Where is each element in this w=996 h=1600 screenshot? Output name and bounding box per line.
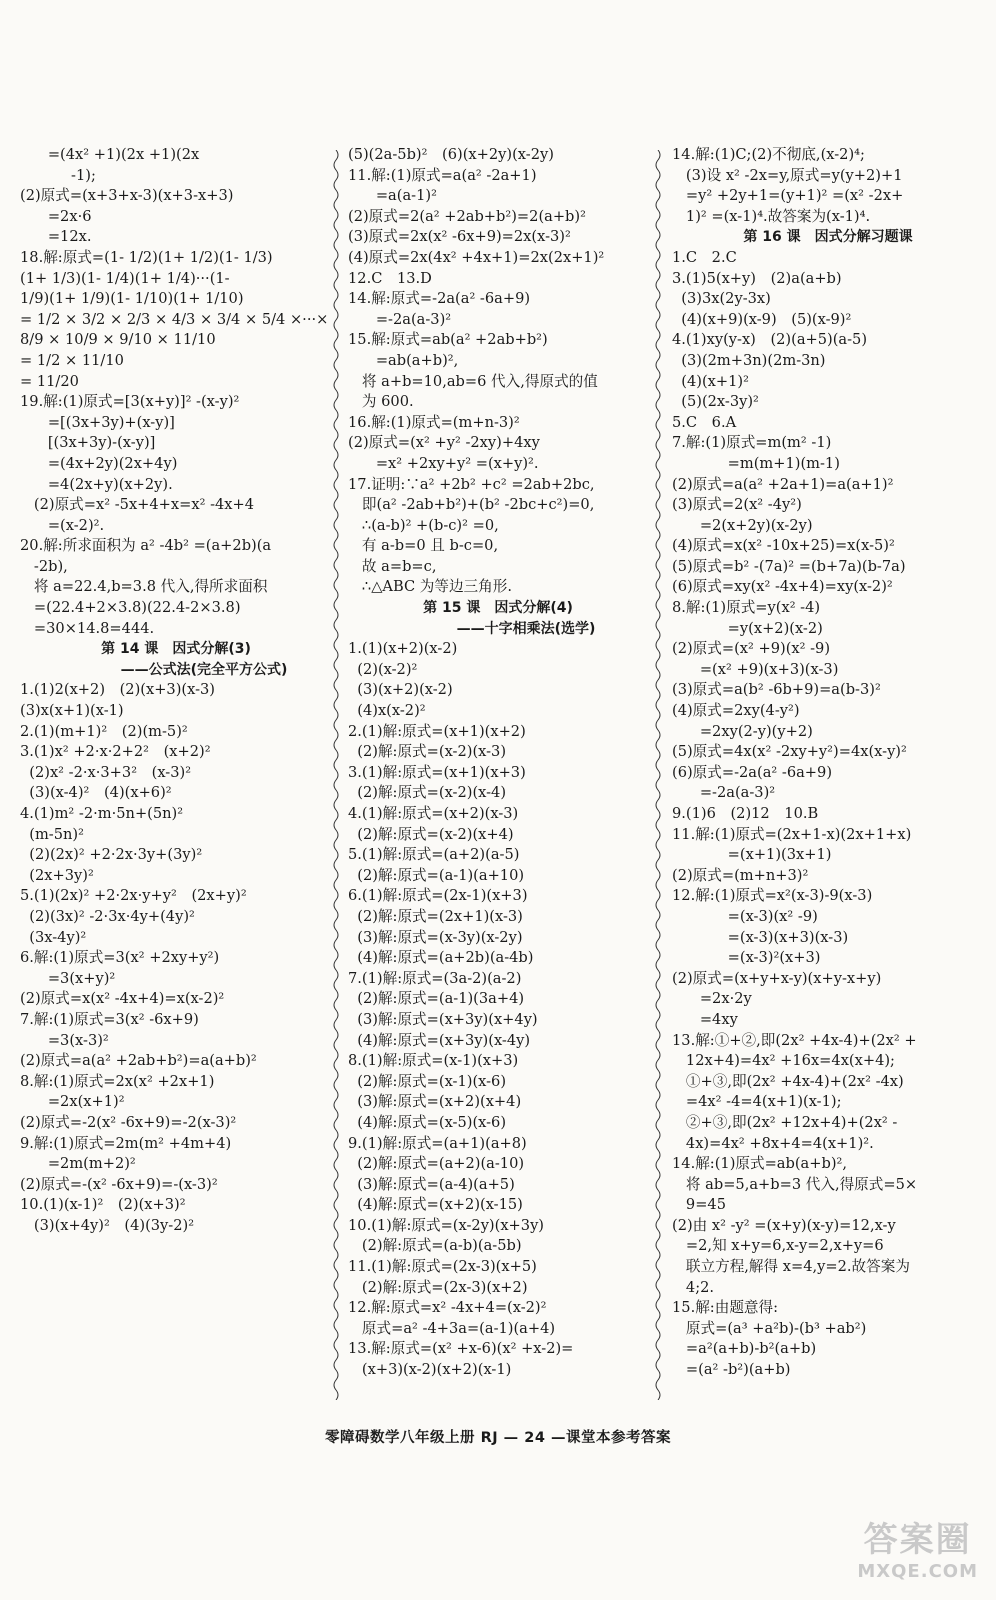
answer-line: 12.解:(1)原式=x²(x-3)-9(x-3) xyxy=(672,887,873,905)
page-footer: 零障碍数学八年级上册 RJ — 24 —课堂本参考答案 xyxy=(325,1430,671,1446)
answer-line: (2)原式=(m+n+3)² xyxy=(672,866,809,884)
answer-line: =4x² -4=4(x+1)(x-1); xyxy=(672,1093,842,1111)
answer-line: 为 600. xyxy=(348,393,414,411)
answer-line: 15.解:原式=ab(a² +2ab+b²) xyxy=(348,331,548,349)
answer-line: 13.解:①+②,即(2x² +4x-4)+(2x² + xyxy=(672,1031,917,1049)
answer-line: (2)解:原式=(x-2)(x-4) xyxy=(348,784,507,802)
column-left xyxy=(20,145,332,1236)
answer-line: (2)解:原式=(a+2)(a-10) xyxy=(348,1155,525,1173)
answer-line: 10.(1)解:原式=(x-2y)(x+3y) xyxy=(348,1216,545,1234)
answer-line: 9.(1)解:原式=(a+1)(a+8) xyxy=(348,1134,527,1152)
section-heading: 第 16 课 因式分解习题课 xyxy=(743,229,913,246)
section-heading: ——公式法(完全平方公式) xyxy=(64,661,288,678)
answer-line: 1.C 2.C xyxy=(672,248,737,266)
section-heading: ——十字相乘法(选学) xyxy=(400,620,596,637)
answer-line: 8.解:(1)原式=y(x² -4) xyxy=(672,599,821,617)
answer-line: 1/9)(1+ 1/9)(1- 1/10)(1+ 1/10) xyxy=(20,290,244,308)
answer-line: (x+3)(x-2)(x+2)(x-1) xyxy=(348,1361,512,1379)
answer-line: = 11/20 xyxy=(20,372,79,390)
answer-line: 故 a=b=c, xyxy=(348,557,437,575)
answer-line: 4.(1)xy(y-x) (2)(a+5)(a-5) xyxy=(672,331,868,349)
column-divider-wavy xyxy=(654,150,662,1400)
answer-line: (2)原式=-(x² -6x+9)=-(x-3)² xyxy=(20,1175,218,1193)
answer-line: =m(m+1)(m-1) xyxy=(672,454,840,472)
answer-line: 5.(1)解:原式=(a+2)(a-5) xyxy=(348,846,520,864)
answer-line: (4)解:原式=(x+3y)(x-4y) xyxy=(348,1031,531,1049)
answer-line: 12.C 13.D xyxy=(348,269,432,287)
answer-line: =12x. xyxy=(20,228,92,246)
answer-line: 12.解:原式=x² -4x+4=(x-2)² xyxy=(348,1299,547,1317)
answer-line: (3)x(x+1)(x-1) xyxy=(20,702,124,720)
answer-line: 11.(1)解:原式=(2x-3)(x+5) xyxy=(348,1258,537,1276)
answer-line: (2)(3x)² -2·3x·4y+(4y)² xyxy=(20,907,195,925)
answer-line: 7.解:(1)原式=3(x² -6x+9) xyxy=(20,1010,199,1028)
answer-line: 4;2. xyxy=(672,1278,715,1296)
answer-line: =2x(x+1)² xyxy=(20,1093,125,1111)
answer-line: (2)解:原式=(2x-3)(x+2) xyxy=(348,1278,528,1296)
answer-line: (2)解:原式=(x-2)(x-3) xyxy=(348,743,507,761)
column-middle xyxy=(348,145,648,1381)
answer-line: 7.(1)解:原式=(3a-2)(a-2) xyxy=(348,969,522,987)
section-heading: 第 15 课 因式分解(4) xyxy=(423,600,573,617)
answer-line: (3)解:原式=(a-4)(a+5) xyxy=(348,1175,515,1193)
watermark-logo xyxy=(857,1512,978,1582)
answer-line: 1.(1)(x+2)(x-2) xyxy=(348,640,458,658)
answer-line: (6)原式=xy(x² -4x+4)=xy(x-2)² xyxy=(672,578,893,596)
answer-line: 9.解:(1)原式=2m(m² +4m+4) xyxy=(20,1134,232,1152)
answer-line: (6)原式=-2a(a² -6a+9) xyxy=(672,763,833,781)
answer-line: 9=45 xyxy=(672,1196,726,1214)
answer-line: =2x·2y xyxy=(672,990,752,1008)
answer-line: 17.证明:∵a² +2b² +c² =2ab+2bc, xyxy=(348,475,595,493)
wavy-line xyxy=(656,150,660,1400)
answer-line: =2,知 x+y=6,x-y=2,x+y=6 xyxy=(672,1237,884,1255)
watermark-url: MXQE.COM xyxy=(857,1561,978,1582)
answer-line: (3x-4y)² xyxy=(20,928,87,946)
answer-line: (3)设 x² -2x=y,原式=y(y+2)+1 xyxy=(672,166,903,184)
answer-line: 5.(1)(2x)² +2·2x·y+y² (2x+y)² xyxy=(20,887,247,905)
answer-line: 16.解:(1)原式=(m+n-3)² xyxy=(348,413,520,431)
answer-line: 12x+4)=4x² +16x=4x(x+4); xyxy=(672,1052,895,1070)
answer-line: (5)(2x-3y)² xyxy=(672,393,759,411)
answer-line: =ab(a+b)², xyxy=(348,351,459,369)
answer-line: =y(x+2)(x-2) xyxy=(672,619,823,637)
answer-line: =(x+1)(3x+1) xyxy=(672,846,832,864)
answer-line: =2x·6 xyxy=(20,207,92,225)
answer-line: =4xy xyxy=(672,1010,738,1028)
answer-line: (2)原式=(x² +9)(x² -9) xyxy=(672,640,831,658)
answer-line: 将 a=22.4,b=3.8 代入,得所求面积 xyxy=(20,578,268,596)
answer-line: 将 ab=5,a+b=3 代入,得原式=5× xyxy=(672,1175,918,1193)
answer-line: 1)² =(x-1)⁴.故答案为(x-1)⁴. xyxy=(672,207,871,225)
answer-line: =2m(m+2)² xyxy=(20,1155,136,1173)
answer-line: =-2a(a-3)² xyxy=(672,784,776,802)
answer-line: =4(2x+y)(x+2y). xyxy=(20,475,173,493)
answer-line: (4)原式=2x(4x² +4x+1)=2x(2x+1)² xyxy=(348,248,605,266)
answer-line: 20.解:所求面积为 a² -4b² =(a+2b)(a xyxy=(20,537,272,555)
answer-line: (2)原式=(x+y+x-y)(x+y-x+y) xyxy=(672,969,882,987)
answer-line: 9.(1)6 (2)12 10.B xyxy=(672,805,819,822)
answer-line: (2)原式=a(a² +2a+1)=a(a+1)² xyxy=(672,475,894,493)
answer-line: (2)x² -2·x·3+3² (x-3)² xyxy=(20,763,192,781)
answer-line: (2)解:原式=(a-b)(a-5b) xyxy=(348,1237,522,1255)
answer-line: (3)原式=2(x² -4y²) xyxy=(672,496,802,514)
answer-line: 即(a² -2ab+b²)+(b² -2bc+c²)=0, xyxy=(348,496,595,514)
answer-line: 4.(1)解:原式=(x+2)(x-3) xyxy=(348,805,519,822)
answer-line: 8/9 × 10/9 × 9/10 × 11/10 xyxy=(20,331,216,349)
answer-line: [(3x+3y)-(x-y)] xyxy=(20,434,156,452)
answer-line: (2)原式=(x+3+x-3)(x+3-x+3) xyxy=(20,187,234,205)
answer-line: 原式=(a³ +a²b)-(b³ +ab²) xyxy=(672,1319,867,1337)
answer-line: 11.解:(1)原式=(2x+1-x)(2x+1+x) xyxy=(672,825,912,843)
answer-line: 2.(1)解:原式=(x+1)(x+2) xyxy=(348,722,526,740)
answer-line: (2)解:原式=(a-1)(a+10) xyxy=(348,866,525,884)
answer-line: 6.解:(1)原式=3(x² +2xy+y²) xyxy=(20,949,220,967)
answer-line: (5)原式=b² -(7a)² =(b+7a)(b-7a) xyxy=(672,557,906,575)
answer-line: 8.解:(1)原式=2x(x² +2x+1) xyxy=(20,1072,215,1090)
answer-line: =(x-3)²(x+3) xyxy=(672,949,821,967)
answer-line: 8.(1)解:原式=(x-1)(x+3) xyxy=(348,1052,519,1070)
answer-line: = 1/2 × 11/10 xyxy=(20,351,124,369)
answer-line: 7.解:(1)原式=m(m² -1) xyxy=(672,434,832,452)
answer-line: =2xy(2-y)(y+2) xyxy=(672,722,813,740)
watermark-title: 答案圈 xyxy=(863,1520,972,1560)
answer-line: (5)(2a-5b)² (6)(x+2y)(x-2y) xyxy=(348,146,554,163)
answer-line: 19.解:(1)原式=[3(x+y)]² -(x-y)² xyxy=(20,393,240,411)
answer-line: =30×14.8=444. xyxy=(20,619,155,637)
answer-line: 将 a+b=10,ab=6 代入,得原式的值 xyxy=(348,372,598,390)
answer-line: 6.(1)解:原式=(2x-1)(x+3) xyxy=(348,887,528,905)
answer-line: 联立方程,解得 x=4,y=2.故答案为 xyxy=(672,1258,910,1276)
answer-line: =3(x+y)² xyxy=(20,969,116,987)
answer-line: (3)(2m+3n)(2m-3n) xyxy=(672,351,826,369)
answer-line: 1.(1)2(x+2) (2)(x+3)(x-3) xyxy=(20,681,215,699)
answer-line: (3)解:原式=(x+3y)(x+4y) xyxy=(348,1010,538,1028)
answer-line: ②+③,即(2x² +12x+4)+(2x² - xyxy=(672,1113,898,1131)
answer-line: 10.(1)(x-1)² (2)(x+3)² xyxy=(20,1196,186,1214)
answer-line: =3(x-3)² xyxy=(20,1031,109,1049)
answer-line: 3.(1)x² +2·x·2+2² (x+2)² xyxy=(20,743,211,761)
answer-line: (m-5n)² xyxy=(20,825,84,843)
answer-line: 11.解:(1)原式=a(a² -2a+1) xyxy=(348,166,537,184)
answer-line: (2)解:原式=(x-1)(x-6) xyxy=(348,1072,507,1090)
answer-line: 3.(1)5(x+y) (2)a(a+b) xyxy=(672,269,842,287)
section-heading: 第 14 课 因式分解(3) xyxy=(101,641,251,658)
answer-line: (3)(x-4)² (4)(x+6)² xyxy=(20,784,172,802)
answer-line: 原式=a² -4+3a=(a-1)(a+4) xyxy=(348,1319,556,1337)
answer-line: =[(3x+3y)+(x-y)] xyxy=(20,413,175,431)
answer-line: = 1/2 × 3/2 × 2/3 × 4/3 × 3/4 × 5/4 ×···× xyxy=(20,310,329,328)
answer-line: (4)x(x-2)² xyxy=(348,702,426,720)
answer-line: 2.(1)(m+1)² (2)(m-5)² xyxy=(20,722,188,740)
column-divider-wavy xyxy=(332,150,340,1400)
answer-line: (3)(x+2)(x-2) xyxy=(348,681,453,699)
answer-line: (2)原式=x² -5x+4+x=x² -4x+4 xyxy=(20,496,255,514)
answer-line: (3)原式=2x(x² -6x+9)=2x(x-3)² xyxy=(348,228,571,246)
answer-line: ∴(a-b)² +(b-c)² =0, xyxy=(348,516,499,534)
answer-line: 3.(1)解:原式=(x+1)(x+3) xyxy=(348,763,526,781)
answer-line: =(4x² +1)(2x +1)(2x xyxy=(20,146,200,163)
answer-line: =a(a-1)² xyxy=(348,187,437,205)
answer-line: (2)解:原式=(a-1)(3a+4) xyxy=(348,990,525,1008)
answer-line: (2)解:原式=(x-2)(x+4) xyxy=(348,825,514,843)
answer-line: =-2a(a-3)² xyxy=(348,310,452,328)
column-right xyxy=(672,145,984,1381)
answer-line: 4x)=4x² +8x+4=4(x+1)². xyxy=(672,1134,874,1152)
answer-line: (2)原式=-2(x² -6x+9)=-2(x-3)² xyxy=(20,1113,237,1131)
answer-line: =(22.4+2×3.8)(22.4-2×3.8) xyxy=(20,599,241,617)
answer-line: (2)原式=2(a² +2ab+b²)=2(a+b)² xyxy=(348,207,586,225)
answer-line: -2b), xyxy=(20,557,68,575)
answer-line: (3)原式=a(b² -6b+9)=a(b-3)² xyxy=(672,681,881,699)
answer-line: ∴△ABC 为等边三角形. xyxy=(348,578,512,596)
answer-line: 14.解:原式=-2a(a² -6a+9) xyxy=(348,290,531,308)
answer-line: -1); xyxy=(20,166,96,184)
answer-line: (5)原式=4x(x² -2xy+y²)=4x(x-y)² xyxy=(672,743,907,761)
answer-line: 14.解:(1)C;(2)不彻底,(x-2)⁴; xyxy=(672,146,865,163)
answer-line: =a²(a+b)-b²(a+b) xyxy=(672,1340,817,1358)
answer-line: 15.解:由题意得: xyxy=(672,1299,779,1317)
answer-line: =x² +2xy+y² =(x+y)². xyxy=(348,454,539,472)
answer-line: (3)3x(2y-3x) xyxy=(672,290,771,308)
answer-line: (2)(2x)² +2·2x·3y+(3y)² xyxy=(20,846,203,864)
answer-line: (4)解:原式=(a+2b)(a-4b) xyxy=(348,949,534,967)
answer-line: 4.(1)m² -2·m·5n+(5n)² xyxy=(20,805,184,822)
answer-line: (4)解:原式=(x+2)(x-15) xyxy=(348,1196,523,1214)
answer-line: (2)解:原式=(2x+1)(x-3) xyxy=(348,907,523,925)
answer-line: (2)(x-2)² xyxy=(348,660,418,678)
answer-line: 5.C 6.A xyxy=(672,413,737,431)
answer-line: =2(x+2y)(x-2y) xyxy=(672,516,813,534)
answer-line: (4)解:原式=(x-5)(x-6) xyxy=(348,1113,507,1131)
answer-line: (4)原式=x(x² -10x+25)=x(x-5)² xyxy=(672,537,895,555)
answer-line: 14.解:(1)原式=ab(a+b)², xyxy=(672,1155,847,1173)
answer-line: (2)原式=a(a² +2ab+b²)=a(a+b)² xyxy=(20,1052,257,1070)
answer-line: (4)(x+1)² xyxy=(672,372,749,390)
answer-line: (4)(x+9)(x-9) (5)(x-9)² xyxy=(672,310,852,328)
answer-line: (2)原式=(x² +y² -2xy)+4xy xyxy=(348,434,540,452)
answer-line: (3)解:原式=(x-3y)(x-2y) xyxy=(348,928,523,946)
answer-line: =(x-3)(x² -9) xyxy=(672,907,818,925)
answer-line: (3)(x+4y)² (4)(3y-2)² xyxy=(20,1216,195,1234)
answer-line: 13.解:原式=(x² +x-6)(x² +x-2)= xyxy=(348,1340,574,1358)
answer-line: =(4x+2y)(2x+4y) xyxy=(20,454,178,472)
answer-line: ①+③,即(2x² +4x-4)+(2x² -4x) xyxy=(672,1072,904,1090)
answer-line: 有 a-b=0 且 b-c=0, xyxy=(348,537,499,555)
answer-line: (3)解:原式=(x+2)(x+4) xyxy=(348,1093,522,1111)
answer-line: =y² +2y+1=(y+1)² =(x² -2x+ xyxy=(672,187,904,205)
answer-line: (4)原式=2xy(4-y²) xyxy=(672,702,800,720)
answer-line: (2)原式=x(x² -4x+4)=x(x-2)² xyxy=(20,990,225,1008)
answer-line: (2x+3y)² xyxy=(20,866,94,884)
answer-line: (2)由 x² -y² =(x+y)(x-y)=12,x-y xyxy=(672,1216,896,1234)
answer-line: =(x-3)(x+3)(x-3) xyxy=(672,928,849,946)
answer-line: =(a² -b²)(a+b) xyxy=(672,1361,791,1379)
wavy-line xyxy=(334,150,338,1400)
answer-line: =(x-2)². xyxy=(20,516,105,534)
answer-line: =(x² +9)(x+3)(x-3) xyxy=(672,660,839,678)
answer-line: (1+ 1/3)(1- 1/4)(1+ 1/4)···(1- xyxy=(20,269,230,287)
answer-line: 18.解:原式=(1- 1/2)(1+ 1/2)(1- 1/3) xyxy=(20,248,273,266)
